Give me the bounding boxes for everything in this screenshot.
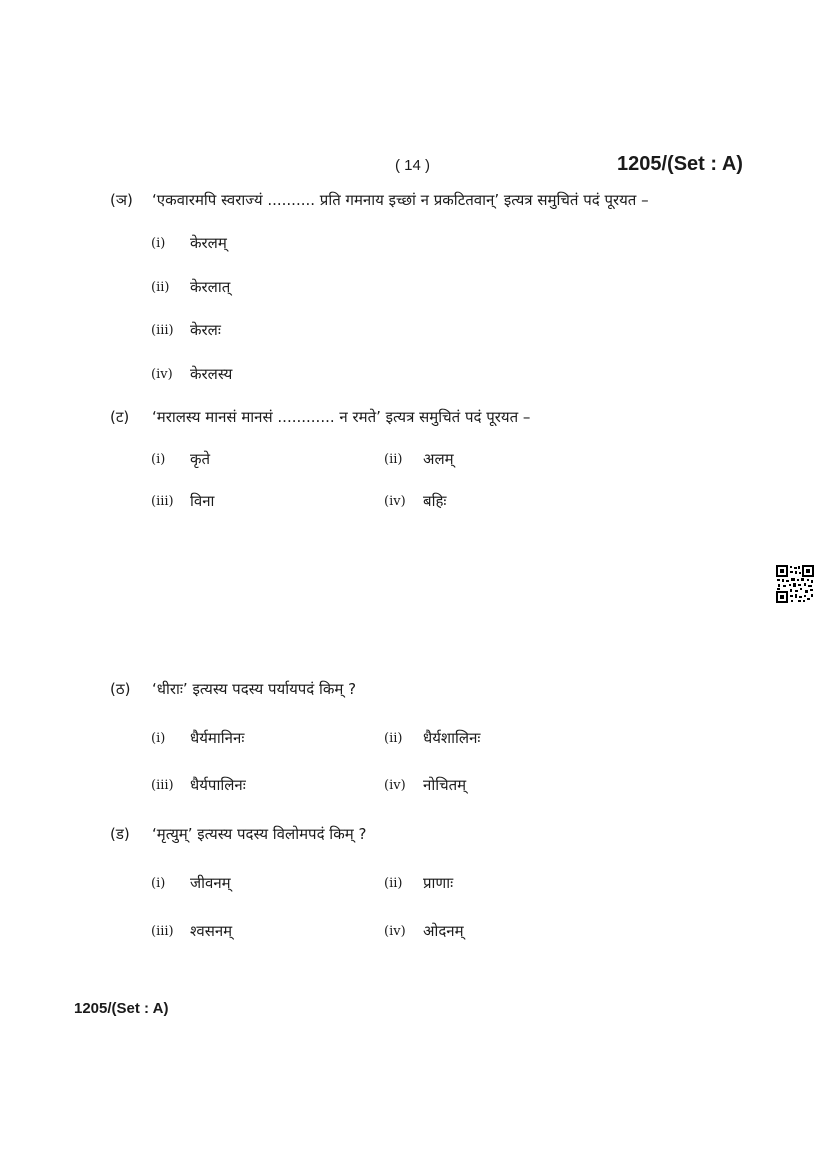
option-number: (ii) xyxy=(384,876,403,891)
question-text: ‘मृत्युम्’ इत्यस्य पदस्य विलोमपदं किम् ? xyxy=(152,825,367,843)
qr-code-icon xyxy=(776,565,814,603)
option-text: जीवनम् xyxy=(190,874,231,892)
option-number: (i) xyxy=(151,731,166,746)
option-number: (iii) xyxy=(151,924,174,939)
option-text: श्वसनम् xyxy=(190,922,233,940)
option-text: केरलम् xyxy=(190,234,227,252)
option-number: (i) xyxy=(151,876,166,891)
option-number: (i) xyxy=(151,452,166,467)
question-label: (ञ) xyxy=(110,191,133,209)
option-text: धैर्यपालिनः xyxy=(190,776,246,794)
option-text: कृते xyxy=(190,450,211,468)
option-number: (ii) xyxy=(384,731,403,746)
paper-code-header: 1205/(Set : A) xyxy=(617,153,743,175)
option-text: अलम् xyxy=(423,450,454,468)
option-number: (ii) xyxy=(384,452,403,467)
page-number: ( 14 ) xyxy=(395,157,431,174)
question-label: (ठ) xyxy=(110,680,131,698)
option-number: (iv) xyxy=(151,367,173,382)
option-text: धैर्यमानिनः xyxy=(190,729,245,747)
option-text: केरलात् xyxy=(190,278,231,296)
question-text: ‘मरालस्य मानसं मानसं ............ न रमते’ इत्यत्र समुचितं पदं पूरयत – xyxy=(152,408,531,426)
option-number: (iii) xyxy=(151,778,174,793)
question-label: (ट) xyxy=(110,408,130,426)
option-number: (iv) xyxy=(384,924,406,939)
option-text: धैर्यशालिनः xyxy=(423,729,481,747)
option-text: नोचितम् xyxy=(423,776,467,794)
option-text: ओदनम् xyxy=(423,922,464,940)
question-text: ‘एकवारमपि स्वराज्यं .......... प्रति गमनाय इच्छां न प्रकटितवान्’ इत्यत्र समुचितं पदं पूरयत – xyxy=(152,191,649,209)
question-text: ‘धीराः’ इत्यस्य पदस्य पर्यायपदं किम् ? xyxy=(152,680,357,698)
option-text: केरलः xyxy=(190,321,221,339)
option-text: बहिः xyxy=(423,492,447,510)
option-number: (iii) xyxy=(151,494,174,509)
option-text: विना xyxy=(190,492,215,510)
paper-code-footer: 1205/(Set : A) xyxy=(74,1000,169,1017)
option-text: प्राणाः xyxy=(423,874,454,892)
option-text: केरलस्य xyxy=(190,365,233,383)
option-number: (iv) xyxy=(384,494,406,509)
option-number: (i) xyxy=(151,236,166,251)
option-number: (ii) xyxy=(151,280,170,295)
option-number: (iv) xyxy=(384,778,406,793)
question-label: (ड) xyxy=(110,825,130,843)
option-number: (iii) xyxy=(151,323,174,338)
